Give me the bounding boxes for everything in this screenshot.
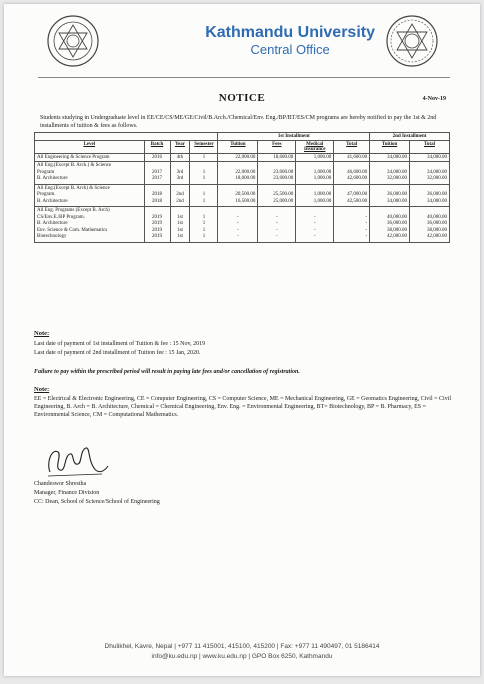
col-tuition-2: Tuition (370, 141, 410, 154)
header-divider (38, 77, 450, 78)
batch-cell: 2017 (152, 169, 163, 175)
fees-cell: 23,600.00 (273, 176, 294, 181)
medical-cell: 1,000.00 (313, 192, 332, 197)
level-label: B. Architecture (37, 221, 68, 226)
batch-cell: 2016 (144, 154, 170, 162)
col-batch: Batch (144, 141, 170, 154)
footer-address: Dhulikhel, Kavre, Nepal | +977 11 415001, 415100, 415200 | Fax: +977 11 490497, 01 5186414 (104, 643, 380, 650)
semester-cell: 1 (190, 154, 218, 162)
batch-cell: 2019 (152, 221, 163, 226)
fees-cell: 25,500.00 (273, 192, 294, 197)
fees-cell: - (275, 214, 278, 220)
batch-cell: 2018 (152, 198, 163, 204)
year-cell: 3rd (176, 169, 184, 175)
col-medical: Medical Insurance (296, 141, 334, 154)
university-name: Kathmandu University (205, 24, 375, 41)
total2-cell: 36,000.00 (427, 192, 447, 197)
total2-cell: 34,000.00 (427, 169, 447, 175)
university-emblem-icon (385, 14, 439, 68)
tuition2-cell: 40,000.00 (387, 214, 408, 220)
deadline-1st: Last date of payment of 1st installment of Tuition & fee : 15 Nov, 2019 (34, 341, 206, 347)
footer-contact (4, 642, 480, 662)
university-header (205, 24, 375, 57)
level-label: Program (37, 169, 55, 175)
level-label: All Engineering & Science Program (37, 155, 110, 160)
semester-cell: 1 (202, 192, 206, 197)
total2-cell: 36,000.00 (427, 221, 447, 226)
deadline-note-heading: Note: (34, 330, 50, 337)
medical-cell: 1,000.00 (313, 176, 332, 181)
col-year: Year (170, 141, 190, 154)
semester-cell: 1 (202, 169, 206, 175)
total2-cell: 34,000.00 (410, 154, 450, 162)
medical-cell: 1,000.00 (313, 198, 332, 204)
notice-date: 4-Nov-19 (422, 96, 446, 102)
tuition2-cell: 34,000.00 (387, 198, 408, 204)
tuition-cell: 18,000.00 (235, 176, 256, 181)
total-cell: 41,600.00 (334, 154, 370, 162)
level-label: Biotechnology (37, 234, 67, 239)
tuition-cell: 20,500.00 (235, 192, 256, 197)
abbrev-note-heading: Note: (34, 386, 50, 393)
level-label: Program. (37, 192, 56, 197)
total-cell: 42,600.00 (347, 176, 368, 181)
col-level: Level (35, 141, 145, 154)
fees-cell: - (275, 227, 278, 233)
tuition-cell: - (237, 214, 239, 220)
tuition2-cell: 38,000.00 (387, 227, 408, 233)
signature-icon (42, 442, 112, 482)
year-cell: 2nd (176, 198, 184, 204)
col-total-2: Total (410, 141, 450, 154)
level-label: All Eng.(Except B. Arch) & Science (37, 185, 110, 191)
batch-cell: 2019 (152, 227, 163, 233)
level-label: B. Architecture (37, 198, 68, 204)
batch-cell: 2017 (152, 176, 163, 181)
cc-line: CC: Dean, School of Science/School of Engineering (34, 499, 160, 505)
table-row (35, 207, 450, 243)
col-total: Total (334, 141, 370, 154)
col-semester: Semester (190, 141, 218, 154)
office-name: Central Office (250, 42, 330, 57)
footer-web: info@ku.edu.np | www.ku.edu.np | GPO Box 6250, Kathmandu (151, 653, 333, 660)
total-cell: 47,000.00 (347, 192, 368, 197)
medical-cell: 1,000.00 (296, 154, 334, 162)
fee-table (34, 132, 450, 243)
fees-cell: - (275, 221, 278, 226)
semester-cell: 1 (202, 214, 206, 220)
semester-cell: 1 (202, 221, 206, 226)
semester-cell: 1 (202, 234, 206, 239)
tuition2-cell: 42,000.00 (387, 234, 408, 239)
total-cell: 46,600.00 (347, 169, 368, 175)
table-row (35, 184, 450, 207)
year-cell: 1st (177, 227, 183, 233)
university-seal-icon (46, 14, 100, 68)
semester-cell: 1 (202, 176, 206, 181)
fees-cell: 18,600.00 (258, 154, 296, 162)
notice-title: NOTICE (218, 92, 266, 104)
tuition2-cell: 32,000.00 (387, 176, 408, 181)
total-cell: - (365, 221, 368, 226)
fees-cell: - (275, 234, 278, 239)
year-cell: 1st (177, 214, 183, 220)
year-cell: 3rd (176, 176, 184, 181)
late-fee-warning: Failure to pay within the prescribed period will result in paying late fees and/or cancellation of registration. (34, 369, 300, 375)
total2-cell: 38,000.00 (427, 227, 447, 233)
tuition-cell: - (237, 227, 239, 233)
tuition2-cell: 34,000.00 (387, 169, 408, 175)
tuition-cell: 22,000.00 (235, 169, 256, 175)
level-label: All Eng.(Except B. Arch.) & Science (37, 163, 112, 168)
semester-cell: 1 (202, 227, 206, 233)
first-installment-header: 1st Installment (218, 133, 370, 141)
total-cell: - (365, 234, 368, 239)
col-tuition: Tuition (218, 141, 258, 154)
medical-cell: - (313, 227, 316, 233)
signatory-title: Manager, Finance Division (34, 490, 100, 496)
blank-header (35, 133, 218, 141)
tuition-cell: - (237, 234, 239, 239)
total2-cell: 40,000.00 (427, 214, 447, 220)
year-cell: 2nd (176, 192, 184, 197)
total-cell: - (365, 227, 368, 233)
year-cell: 1st (177, 234, 183, 239)
notice-intro: Students studying in Undergraduate level in EE/CE/CS/ME/GE/Civil/B.Arch./Chemical/Env. Eng./BP/BT/ES/CM programs are hereby notified to pay the 1st & 2nd installments of tuition & fees as follows. (40, 115, 437, 129)
medical-cell: - (313, 221, 316, 226)
total-cell: - (365, 214, 368, 220)
total-cell: 42,500.00 (347, 198, 368, 204)
signatory-name: Chandeswor Shrestha (34, 481, 87, 487)
tuition-cell: - (237, 221, 239, 226)
tuition2-cell: 36,000.00 (387, 192, 408, 197)
fees-cell: 23,600.00 (273, 169, 294, 175)
level-label: Env. Science & Com. Mathematics (37, 227, 108, 233)
abbrev-note-text: EE = Electrical & Electronic Engineering, CE = Computer Engineering, CS = Computer Science, ME = Mechanical Engineering, GE = Geomatics Engineering, Civil = Civil Engineering, B. Arch = B. Architecture, Chemical = Chemical Engineering, Env. Eng. = Environmental Engineering, BT= Biotechnology, BP = B. Pharmacy, ES = Environmental Science, CM = Computational Mathematics. (34, 396, 452, 418)
batch-cell: 2018 (152, 192, 163, 197)
semester-cell: 1 (202, 198, 206, 204)
table-row (35, 154, 450, 162)
total2-cell: 42,000.00 (427, 234, 447, 239)
medical-cell: 1,000.00 (313, 169, 332, 175)
level-label: CS/Env.E./BP Program. (37, 214, 85, 220)
medical-cell: - (313, 214, 316, 220)
tuition-cell: 22,000.00 (218, 154, 258, 162)
tuition2-cell: 34,000.00 (370, 154, 410, 162)
medical-cell: - (313, 234, 316, 239)
notice-page (4, 4, 480, 676)
total2-cell: 34,000.00 (427, 198, 447, 204)
level-label: B. Architecture (37, 176, 68, 181)
total2-cell: 32,000.00 (427, 176, 447, 181)
table-row (35, 162, 450, 185)
second-installment-header: 2nd Installment (370, 133, 450, 141)
deadline-2nd: Last date of payment of 2nd installment of Tuition fee : 15 Jan, 2020. (34, 350, 201, 356)
fees-cell: 25,000.00 (273, 198, 294, 204)
col-fees: Fees (258, 141, 296, 154)
year-cell: 4th (170, 154, 190, 162)
tuition-cell: 16,500.00 (235, 198, 256, 204)
tuition2-cell: 36,000.00 (387, 221, 408, 226)
batch-cell: 2019 (152, 214, 163, 220)
year-cell: 1st (177, 221, 183, 226)
batch-cell: 2019 (152, 234, 163, 239)
level-label: All Eng. Programs (Except B. Arch) (37, 208, 110, 213)
